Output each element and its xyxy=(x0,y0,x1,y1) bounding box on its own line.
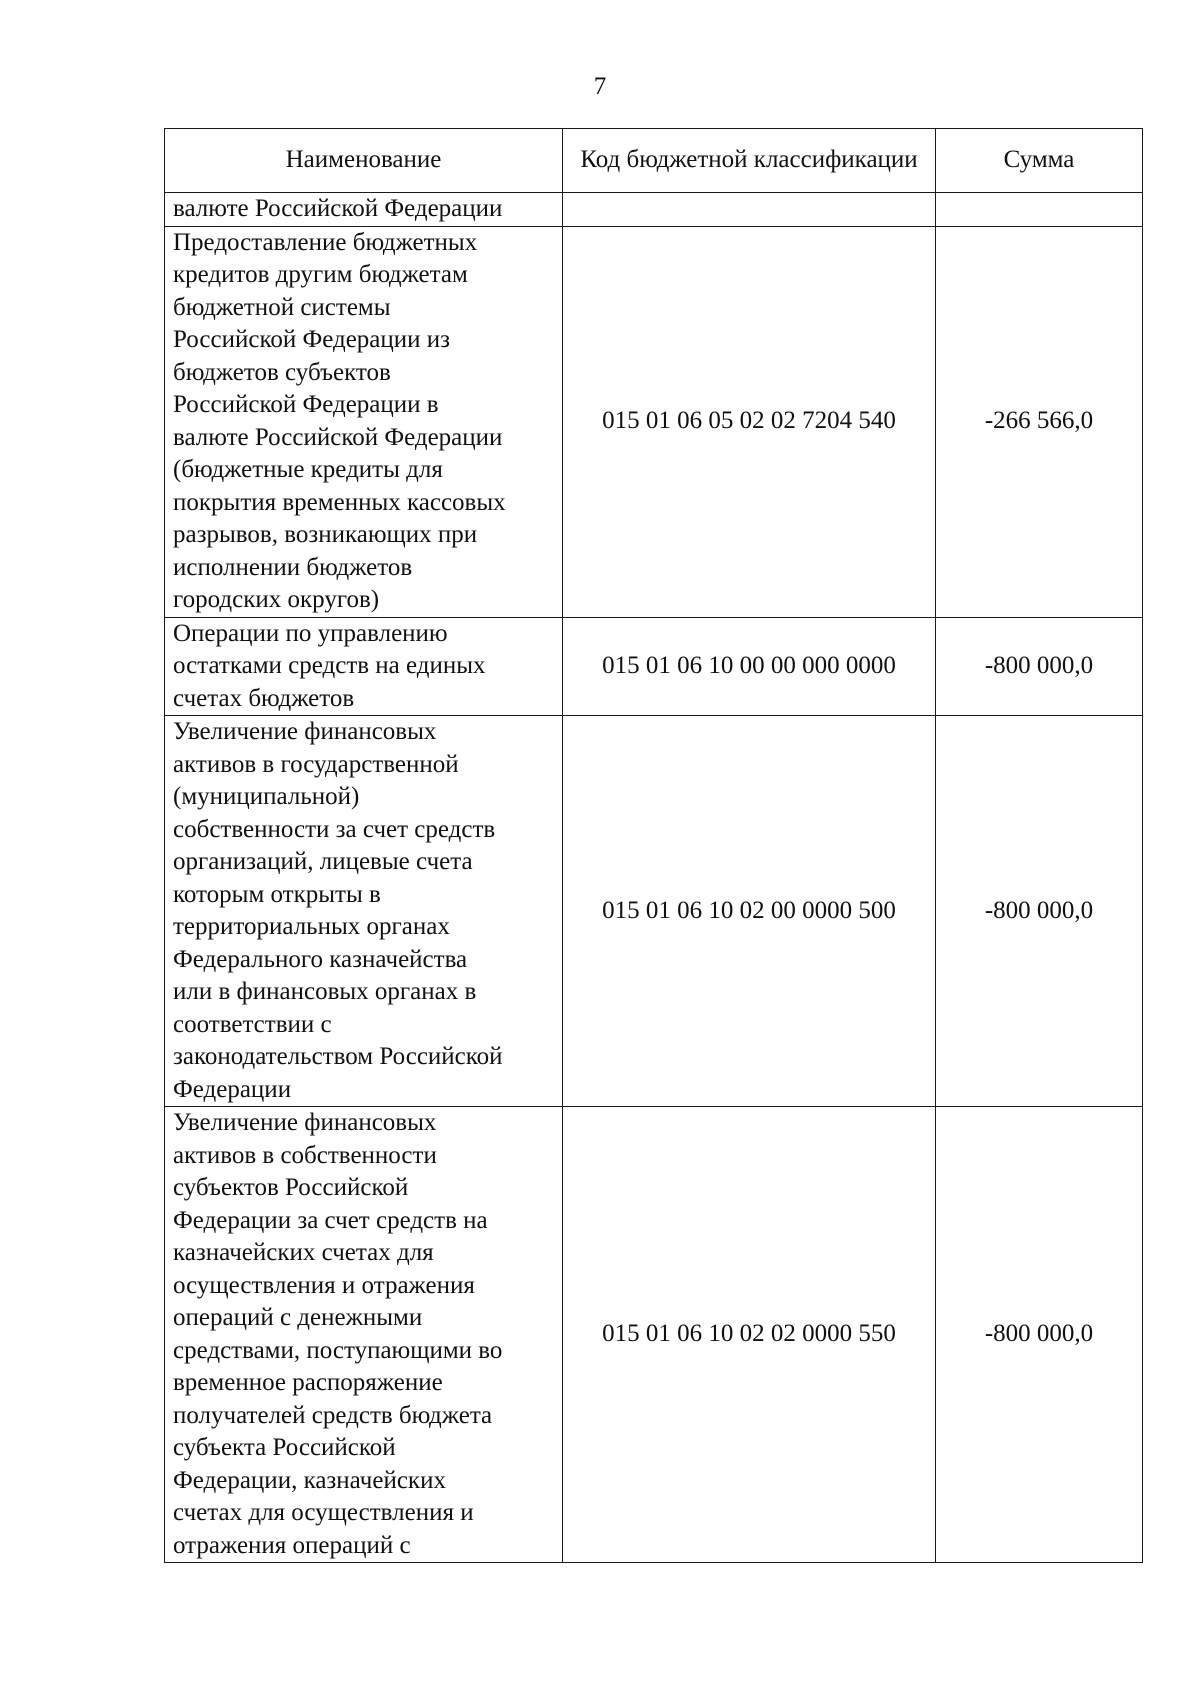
table-row xyxy=(165,716,1143,1107)
row-sum xyxy=(936,193,1143,227)
row-code: 015 01 06 05 02 02 7204 540 xyxy=(563,226,936,617)
table-header-row xyxy=(165,129,1143,193)
header-sum: Сумма xyxy=(936,129,1143,193)
header-code: Код бюджетной классификации xyxy=(563,129,936,193)
row-name: Увеличение финансовых активов в государственной (муниципальной) собственности за счет средств организаций, лицевые счета которым открыты в территориальных органах Федерального казначейства или в финансовых органах в соответствии с законодательством Российской Федерации xyxy=(165,716,563,1107)
row-name: Увеличение финансовых активов в собственности субъектов Российской Федерации за счет средств на казначейских счетах для осуществления и отражения операций с денежными средствами, поступающими во временное распоряжение получателей средств бюджета субъекта Российской Федерации, казначейских счетах для осуществления и отражения операций с xyxy=(165,1107,563,1563)
row-sum: -800 000,0 xyxy=(936,1107,1143,1563)
row-name: валюте Российской Федерации xyxy=(165,193,563,227)
row-code xyxy=(563,193,936,227)
budget-table xyxy=(164,128,1143,1563)
table-row xyxy=(165,1107,1143,1563)
row-name: Предоставление бюджетных кредитов другим бюджетам бюджетной системы Российской Федерации из бюджетов субъектов Российской Федерации в валюте Российской Федерации (бюджетные кредиты для покрытия временных кассовых разрывов, возникающих при исполнении бюджетов городских округов) xyxy=(165,226,563,617)
row-code: 015 01 06 10 02 00 0000 500 xyxy=(563,716,936,1107)
row-code: 015 01 06 10 02 02 0000 550 xyxy=(563,1107,936,1563)
page-number: 7 xyxy=(593,73,607,100)
header-name: Наименование xyxy=(165,129,563,193)
row-name: Операции по управлению остатками средств на единых счетах бюджетов xyxy=(165,617,563,716)
row-sum: -266 566,0 xyxy=(936,226,1143,617)
table-row xyxy=(165,193,1143,227)
row-sum: -800 000,0 xyxy=(936,716,1143,1107)
table-row xyxy=(165,226,1143,617)
table-row xyxy=(165,617,1143,716)
row-sum: -800 000,0 xyxy=(936,617,1143,716)
row-code: 015 01 06 10 00 00 000 0000 xyxy=(563,617,936,716)
